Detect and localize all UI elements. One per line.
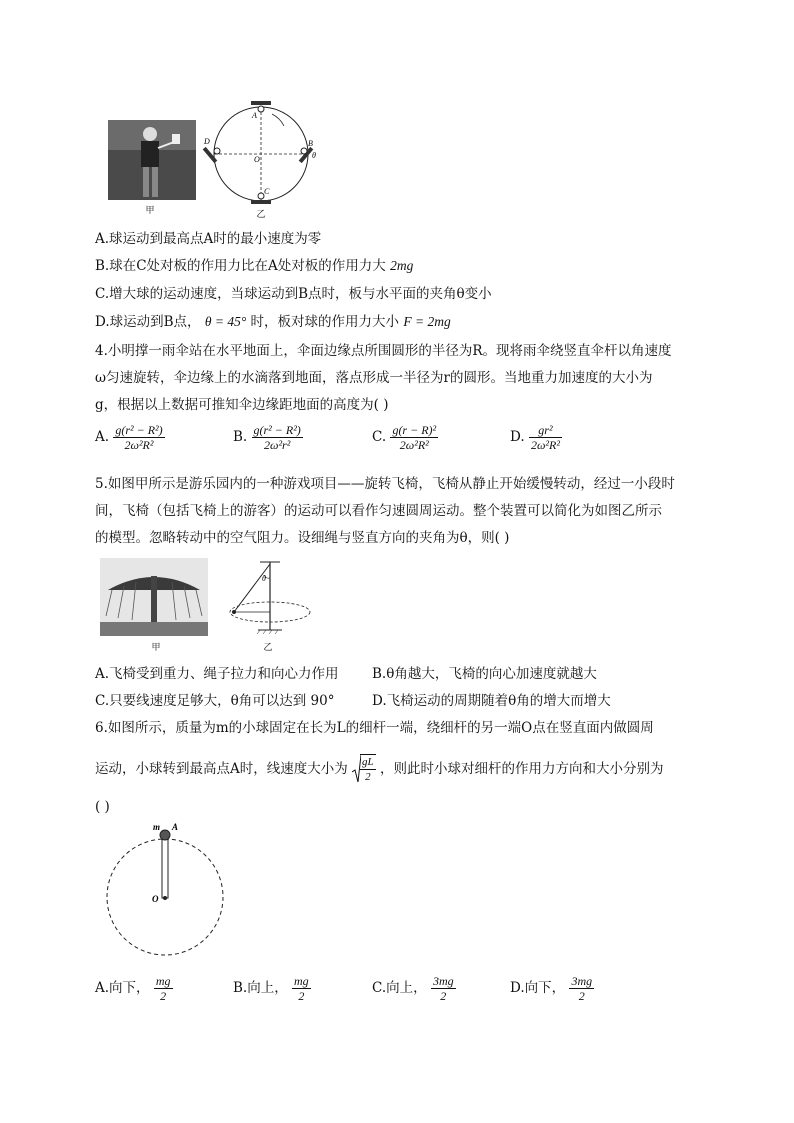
q6-label-m: m [153,822,161,832]
q5-line-1: 5.如图甲所示是游乐园内的一种游戏项目——旋转飞椅，飞椅从静止开始缓慢转动，经过一小段时 [95,476,675,492]
q5-option-c: C.只要线速度足够大，θ角可以达到 90° [95,693,335,709]
q4-option-c-den: 2ω²R² [399,438,429,452]
q6-line-3: ( ) [95,799,110,815]
q5-line-2: 间，飞椅（包括飞椅上的游客）的运动可以看作匀速圆周运动。整个装置可以简化为如图乙所示 [95,503,662,519]
q4-option-a-label: A. [95,429,110,445]
q6-sqrt-fraction [360,754,376,784]
fig-top-caption-left: 甲 [145,206,155,216]
photo-person-paddle [108,120,196,200]
q6-option-b-fraction [292,974,311,1003]
q4-option-a-fraction [113,423,164,452]
q6-option-b-den: 2 [298,989,305,1003]
photo-swing-ride [100,558,208,636]
q6-option-d-den: 2 [578,989,585,1003]
q6-option-c-fraction [431,974,456,1003]
q5-option-d: D.飞椅运动的周期随着θ角的增大而增大 [372,693,611,709]
q3-option-b-text: B.球在C处对板的作用力比在A处对板的作用力大 [95,258,386,274]
q3-option-d-text2: 时，板对球的作用力大小 [250,314,400,330]
label-D: D [204,137,210,146]
q6-option-d-num: 3mg [571,974,593,988]
q4-option-d [510,423,562,452]
q3-option-a: A.球运动到最高点A时的最小速度为零 [95,231,322,247]
q6-line-2-text2: ，则此时小球对细杆的作用力方向和大小分别为 [379,761,664,777]
q6-option-a-label: A.向下， [95,980,150,996]
label-theta: θ [312,151,316,160]
q4-option-a-num: g(r² − R²) [115,423,163,437]
q6-option-a [95,974,173,1003]
fig-top-caption-right: 乙 [256,210,266,220]
q6-line-2 [95,754,663,788]
q4-option-c-label: C. [372,429,387,445]
q5-line-3: 的模型。忽略转动中的空气阻力。设细绳与竖直方向的夹角为θ，则( ) [95,530,510,546]
q3-option-c: C.增大球的运动速度，当球运动到B点时，板与水平面的夹角θ变小 [95,286,492,302]
q4-option-c-fraction [390,423,438,452]
q4-option-a [95,423,165,452]
diagram-rod-circle [100,818,230,958]
q6-option-d-label: D.向下， [510,980,566,996]
q6-sqrt [352,754,376,784]
q6-option-c-den: 2 [440,989,447,1003]
q6-line-1: 6.如图所示，质量为m的小球固定在长为L的细杆一端，绕细杆的另一端O点在竖直面内做圆周 [95,720,654,736]
diagram-swing-model [222,558,322,638]
q4-line-1: 4.小明撑一雨伞站在水平地面上，伞面边缘点所围圆形的半径为R。现将雨伞绕竖直伞杆以角速度 [95,343,672,359]
q4-option-d-num: gr² [529,423,562,438]
photo-person-paddle-art [108,120,196,200]
q6-option-c-label: C.向上， [372,980,427,996]
diagram-circle-paddle [200,96,330,206]
q6-sqrt-sign [352,754,361,784]
q4-option-d-fraction [529,423,562,452]
q6-label-A: A [172,822,179,832]
label-B: B [308,139,313,148]
photo-swing-ride-art [100,558,208,636]
q4-option-d-label: D. [510,429,525,445]
q3-option-b-math: 2mg [390,258,414,273]
q3-option-d [95,312,451,332]
q3-option-b [95,256,413,276]
q4-line-2: ω匀速旋转，伞边缘上的水滴落到地面，落点形成一半径为r的圆形。当地重力加速度的大小为 [95,370,653,386]
q5-option-a: A.飞椅受到重力、绳子拉力和向心力作用 [95,666,339,682]
q6-option-a-num: mg [155,974,171,988]
q4-option-c [372,423,438,452]
q6-sqrt-den: 2 [365,771,371,783]
q4-option-c-num: g(r − R)² [392,423,437,437]
q4-option-b-label: B. [233,429,248,445]
q5-caption-left: 甲 [151,643,161,653]
q5-caption-right: 乙 [263,643,273,653]
q6-option-b-label: B.向上， [233,980,288,996]
q6-option-a-den: 2 [160,989,167,1003]
q3-option-d-math1: θ = 45° [204,314,247,329]
label-O: O [254,155,260,164]
q3-option-d-text1: D.球运动到B点， [95,314,201,330]
q5-option-b: B.θ角越大，飞椅的向心加速度就越大 [372,666,597,682]
q6-line-2-text1: 运动，小球转到最高点A时，线速度大小为 [95,761,348,777]
q4-option-b-den: 2ω²r² [263,438,291,452]
q6-option-c [372,974,456,1003]
q6-option-b [233,974,311,1003]
q6-option-b-num: mg [294,974,309,988]
q5-label-theta: θ [262,574,266,583]
q6-option-c-num: 3mg [432,974,454,988]
q6-option-d [510,974,594,1003]
q4-option-b-fraction [252,423,303,452]
label-C: C [264,187,270,196]
q4-option-b-num: g(r² − R²) [253,423,301,437]
q6-label-O: O [152,894,159,904]
q4-option-d-den: 2ω²R² [530,438,560,452]
q4-option-a-den: 2ω²R² [124,438,154,452]
q4-line-3: g，根据以上数据可推知伞边缘距地面的高度为( ) [95,397,389,413]
q4-option-b [233,423,303,452]
q3-option-d-math2: F = 2mg [403,314,451,329]
q6-option-d-fraction [569,974,594,1003]
q6-sqrt-num: gL [362,756,374,768]
label-A: A [252,111,257,120]
q6-option-a-fraction [154,974,173,1003]
